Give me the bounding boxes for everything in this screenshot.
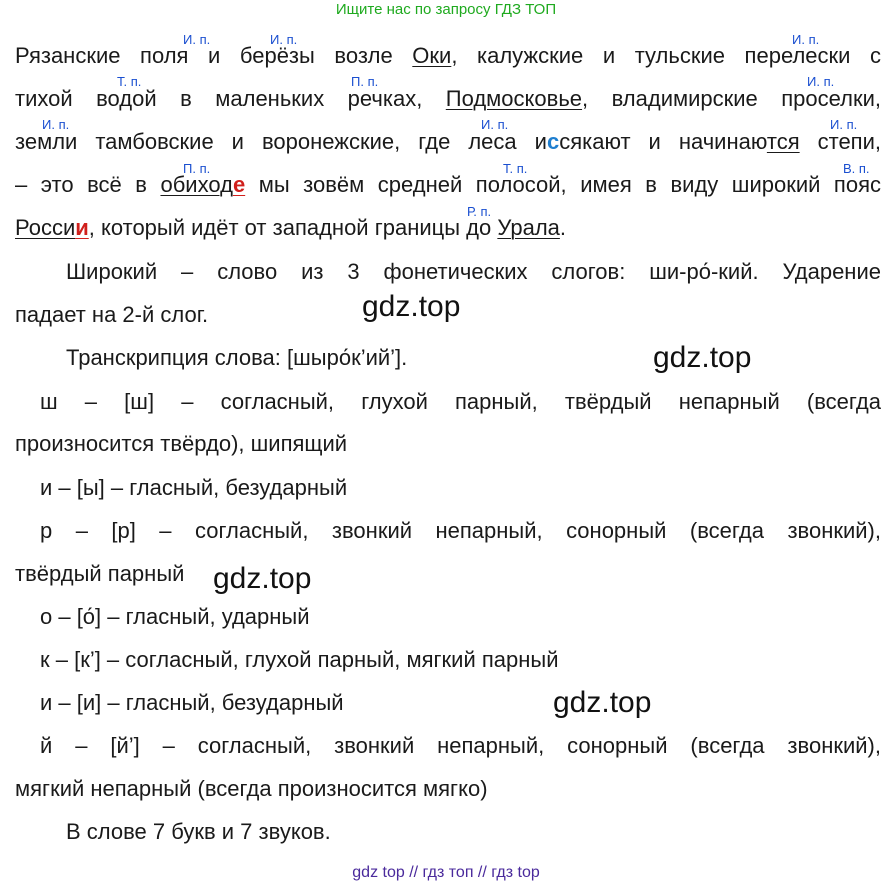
summary-line: В слове 7 букв и 7 звуков.: [66, 819, 331, 844]
case-label: Р. п.: [467, 204, 492, 219]
sound-analysis-line: о – [о́] – гласный, ударный: [40, 604, 310, 629]
sound-analysis-line: мягкий непарный (всегда произносится мягко): [15, 776, 488, 801]
sound-analysis-line: р – [р] – согласный, звонкий непарный, сонорный (всегда звонкий),: [40, 518, 881, 543]
sound-analysis-line: к – [к’] – согласный, глухой парный, мягкий парный: [40, 647, 559, 672]
case-label: И. п.: [807, 74, 835, 89]
case-label: Т. п.: [503, 161, 528, 176]
sound-analysis-line: твёрдый парный: [15, 561, 185, 586]
case-label: И. п.: [792, 32, 820, 47]
text-line: тихой водой в маленьких речках, Подмосковье, владимирские проселки,: [15, 86, 881, 111]
watermark: gdz.top: [553, 686, 652, 719]
text-line: падает на 2-й слог.: [15, 302, 209, 327]
watermark: gdz.top: [653, 341, 752, 374]
search-banner: Ищите нас по запросу ГДЗ ТОП: [335, 1, 557, 18]
case-label: П. п.: [183, 161, 211, 176]
watermark: gdz.top: [362, 290, 461, 323]
case-label: П. п.: [351, 74, 379, 89]
text-line: России, который идёт от западной границы до Урала.: [15, 215, 567, 240]
sound-analysis-line: произносится твёрдо), шипящий: [15, 431, 348, 456]
text-line: земли тамбовские и воронежские, где леса иссякают и начинаются степи,: [15, 129, 881, 154]
case-label: И. п.: [270, 32, 298, 47]
sound-analysis-line: и – [ы] – гласный, безударный: [40, 475, 348, 500]
case-label: И. п.: [183, 32, 211, 47]
sound-analysis-line: й – [й’] – согласный, звонкий непарный, сонорный (всегда звонкий),: [40, 733, 881, 758]
transcription-line: Транскрипция слова: [шыро́к’ий’].: [66, 345, 408, 370]
text-line: Широкий – слово из 3 фонетических слогов: ши-ро́-кий. Ударение: [66, 259, 881, 284]
sound-analysis-line: ш – [ш] – согласный, глухой парный, твёрдый непарный (всегда: [40, 389, 881, 414]
case-label: Т. п.: [117, 74, 142, 89]
case-label: В. п.: [843, 161, 870, 176]
sound-analysis-line: и – [и] – гласный, безударный: [40, 690, 344, 715]
footer-links: gdz top // гдз топ // гдз top: [352, 864, 540, 881]
case-label: И. п.: [481, 117, 509, 132]
text-line: – это всё в обиходе мы зовём средней полосой, имея в виду широкий пояс: [15, 172, 881, 197]
case-label: И. п.: [42, 117, 70, 132]
text-line: Рязанские поля и берёзы возле Оки, калужские и тульские перелески с: [15, 43, 881, 68]
watermark: gdz.top: [213, 562, 312, 595]
case-label: И. п.: [830, 117, 858, 132]
